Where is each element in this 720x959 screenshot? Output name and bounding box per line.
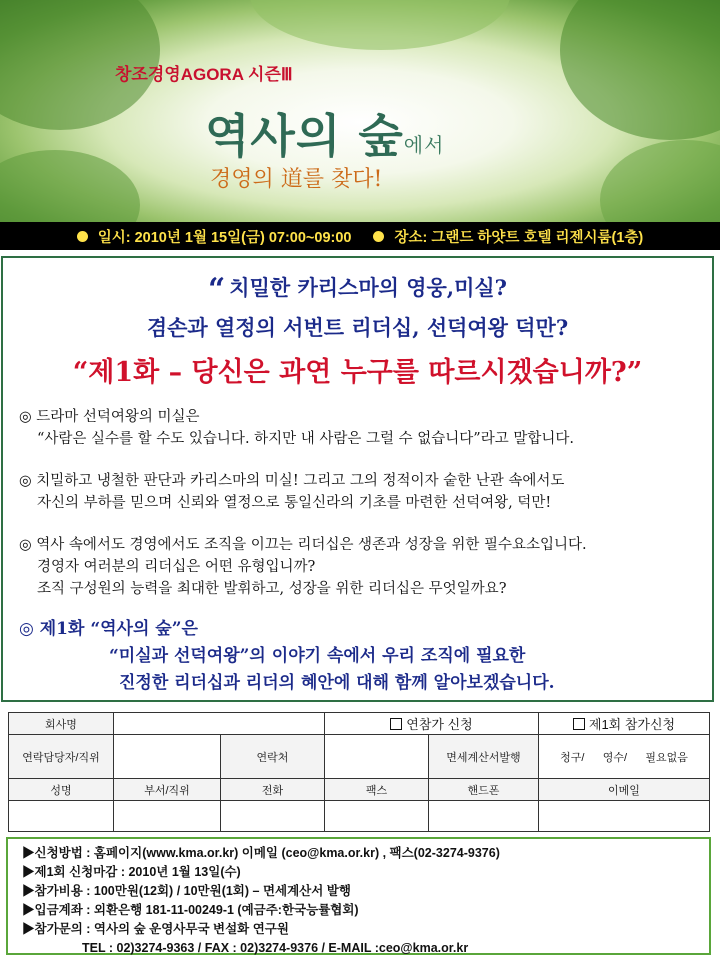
annual-signup-option[interactable] <box>325 713 539 735</box>
mobile-input[interactable] <box>429 801 539 832</box>
fee: ▶참가비용 : 100만원(12회) / 10만원(1회) – 면세계산서 발행 <box>22 884 351 898</box>
paragraph-1 <box>19 406 574 450</box>
checkbox-icon[interactable] <box>573 718 585 730</box>
invoice-options[interactable]: 청구/ 영수/ 필요없음 <box>539 735 710 779</box>
name-input[interactable] <box>9 801 114 832</box>
bank-account: ▶입금계좌 : 외환은행 181-11-00249-1 (예금주:한국능률협회) <box>22 903 359 917</box>
application-info <box>6 837 711 955</box>
episode1-signup-label: 제1회 참가신청 <box>588 717 676 732</box>
quote-line-2: 겸손과 열정의 서번트 리더십, 선덕여왕 덕만? <box>146 315 569 340</box>
contact-details: TEL : 02)3274-9363 / FAX : 02)3274-9376 / E-MAIL :ceo@kma.or.kr <box>82 941 469 955</box>
mobile-header: 핸드폰 <box>429 779 539 801</box>
paragraph-2 <box>19 470 564 514</box>
banner-title-main: 역사의 숲 <box>205 109 404 163</box>
phone-input[interactable] <box>221 801 325 832</box>
dept-header: 부서/직위 <box>114 779 221 801</box>
email-header: 이메일 <box>539 779 710 801</box>
paragraph-line: 조직 구성원의 능력을 최대한 발휘하고, 성장을 위한 리더십은 무엇일까요? <box>37 581 507 597</box>
name-header: 성명 <box>9 779 114 801</box>
tax-invoice-label: 면세계산서발행 <box>429 735 539 779</box>
banner-subtitle: 경영의 道를 찾다! <box>210 167 383 192</box>
dept-input[interactable] <box>114 801 221 832</box>
quote-line-1-text: 치밀한 카리스마의 영웅,미실? <box>229 275 507 300</box>
email-input[interactable] <box>539 801 710 832</box>
registration-form <box>8 712 710 832</box>
series-label: 창조경영AGORA 시즌Ⅲ <box>115 65 293 84</box>
contact-person-input[interactable] <box>114 735 221 779</box>
contact-input[interactable] <box>325 735 429 779</box>
company-label: 회사명 <box>9 713 114 735</box>
phone-header: 전화 <box>221 779 325 801</box>
episode-title: “제1화 – 당신은 과연 누구를 따르시겠습니까?” <box>72 357 643 388</box>
paragraph-line: ◎ 치밀하고 냉철한 판단과 카리스마의 미실! 그리고 그의 정적이자 숱한 난관 속에서도 <box>19 473 565 489</box>
paragraph-line: ◎ 제1화 “역사의 숲”은 <box>19 619 198 639</box>
header-banner <box>0 0 720 222</box>
apply-method: ▶신청방법 : 홈페이지(www.kma.or.kr) 이메일 (ceo@kma.or.kr) , 팩스(02-3274-9376) <box>22 846 500 860</box>
foliage-decoration <box>560 0 720 140</box>
fax-header: 팩스 <box>325 779 429 801</box>
fax-input[interactable] <box>325 801 429 832</box>
checkbox-icon[interactable] <box>390 718 402 730</box>
inquiry: ▶참가문의 : 역사의 숲 운영사무국 변설화 연구원 <box>22 922 289 936</box>
paragraph-line: 경영자 여러분의 리더십은 어떤 유형입니까? <box>37 559 316 575</box>
bullet-icon <box>373 231 384 242</box>
quote-mark-icon: “ <box>208 272 226 307</box>
paragraph-line: “미실과 선덕여왕”의 이야기 속에서 우리 조직에 필요한 <box>109 646 526 666</box>
quote-line-1 <box>3 272 712 307</box>
foliage-decoration <box>0 150 140 222</box>
paragraph-line: ◎ 드라마 선덕여왕의 미실은 <box>19 409 200 425</box>
deadline: ▶제1회 신청마감 : 2010년 1월 13일(수) <box>22 865 241 879</box>
banner-title-suffix: 에서 <box>403 133 445 157</box>
event-date: 일시: 2010년 1월 15일(금) 07:00~09:00 <box>97 229 352 246</box>
paragraph-line: ◎ 역사 속에서도 경영에서도 조직을 이끄는 리더십은 생존과 성장을 위한 필수요소입니다. <box>19 537 587 553</box>
event-venue: 장소: 그랜드 하얏트 호텔 리젠시룸(1층) <box>394 229 644 246</box>
contact-person-label: 연락담당자/직위 <box>9 735 114 779</box>
foliage-decoration <box>250 0 510 50</box>
bullet-icon <box>77 231 88 242</box>
company-input[interactable] <box>114 713 325 735</box>
paragraph-3 <box>19 534 587 600</box>
episode1-signup-option[interactable] <box>539 713 710 735</box>
paragraph-4 <box>19 616 555 697</box>
event-info-bar <box>0 222 720 250</box>
paragraph-line: 진정한 리더십과 리더의 혜안에 대해 함께 알아보겠습니다. <box>119 673 555 693</box>
annual-signup-label: 연참가 신청 <box>406 717 473 732</box>
foliage-decoration <box>600 140 720 222</box>
paragraph-line: “사람은 실수를 할 수도 있습니다. 하지만 내 사람은 그럴 수 없습니다”라고 말합니다. <box>37 431 574 447</box>
banner-title <box>205 100 444 166</box>
paragraph-line: 자신의 부하를 믿으며 신뢰와 열정으로 통일신라의 기초를 마련한 선덕여왕, 덕만! <box>37 495 552 511</box>
intro-box <box>1 256 714 702</box>
contact-label: 연락처 <box>221 735 325 779</box>
